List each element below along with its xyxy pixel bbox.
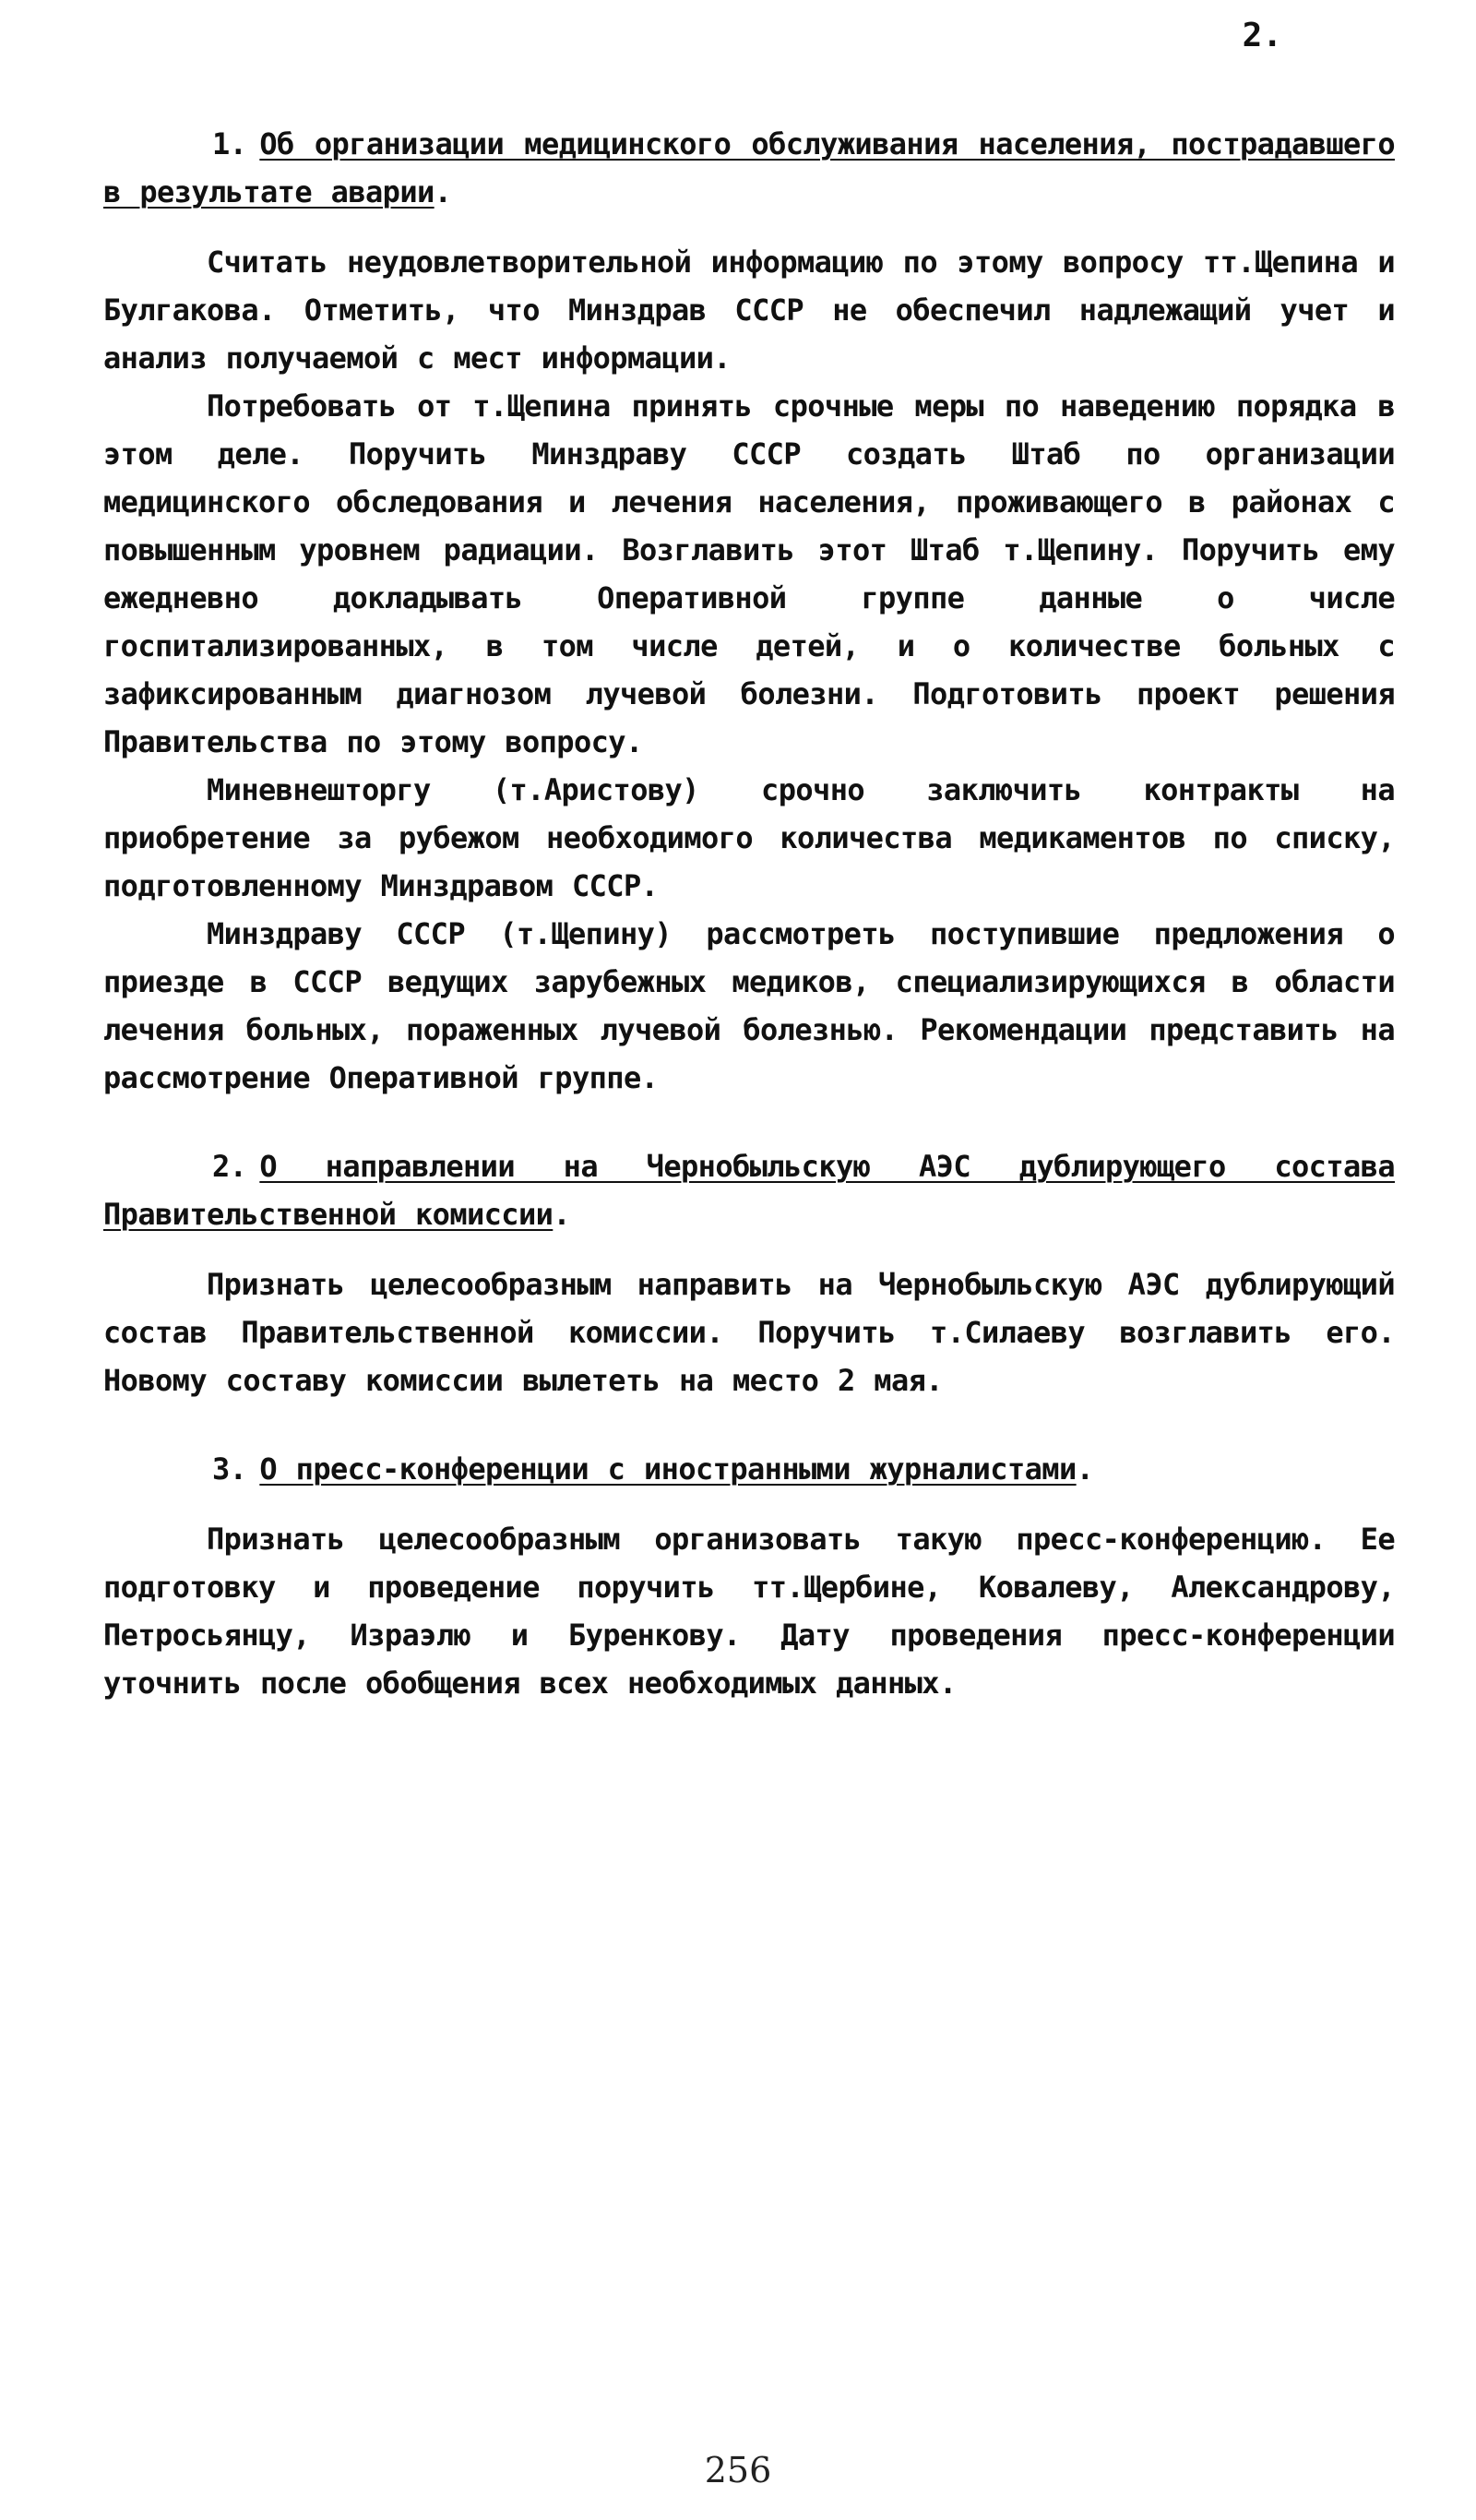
- page-number-top: 2.: [1242, 17, 1282, 54]
- section-3-title: О пресс-конференции с иностранными журналистами: [259, 1451, 1077, 1487]
- section-3-paragraph-1: Признать целесообразным организовать такую пресс-конференцию. Ее подготовку и проведение поручить тт.Щербине, Ковалеву, Александрову, Петросьянцу, Израэлю и Буренкову. Дату проведения пресс-конференции уточнить после обобщения всех необходимых данных.: [103, 1522, 1395, 1701]
- page-number-bottom: 256: [704, 2450, 772, 2490]
- section-3-number: 3.: [212, 1451, 247, 1487]
- section-1: [103, 120, 1395, 1102]
- section-2-title: О направлении на Чернобыльскую АЭС дублирующего состава Правительственной комиссии: [103, 1149, 1395, 1232]
- section-1-number: 1.: [212, 126, 247, 161]
- section-1-paragraph-3: Миневнешторгу (т.Аристову) срочно заключить контракты на приобретение за рубежом необходимого количества медикаментов по списку, подготовленному Минздравом СССР.: [103, 772, 1395, 903]
- section-1-heading: [103, 120, 1395, 216]
- section-2-number: 2.: [212, 1149, 247, 1184]
- section-1-title-punct: .: [434, 174, 452, 209]
- document-body: [103, 120, 1395, 1748]
- section-3-title-punct: .: [1076, 1451, 1094, 1487]
- section-3-heading: [103, 1445, 1395, 1493]
- section-2-title-punct: .: [553, 1197, 570, 1232]
- section-2-heading: [103, 1142, 1395, 1238]
- section-2: [103, 1142, 1395, 1404]
- section-2-paragraph-1: Признать целесообразным направить на Чернобыльскую АЭС дублирующий состав Правительственной комиссии. Поручить т.Силаеву возглавить его. Новому составу комиссии вылететь на место 2 мая.: [103, 1267, 1395, 1398]
- section-1-title: Об организации медицинского обслуживания населения, пострадавшего в результате аварии: [103, 126, 1395, 209]
- section-1-paragraph-4: Минздраву СССР (т.Щепину) рассмотреть поступившие предложения о приезде в СССР ведущих зарубежных медиков, специализирующихся в области лечения больных, пораженных лучевой болезнью. Рекомендации представить на рассмотрение Оперативной группе.: [103, 916, 1395, 1095]
- section-1-paragraph-1: Считать неудовлетворительной информацию по этому вопросу тт.Щепина и Булгакова. Отметить, что Минздрав СССР не обеспечил надлежащий учет и анализ получаемой с мест информации.: [103, 245, 1395, 376]
- section-3: [103, 1445, 1395, 1707]
- section-1-paragraph-2: Потребовать от т.Щепина принять срочные меры по наведению порядка в этом деле. Поручить Минздраву СССР создать Штаб по организации медицинского обследования и лечения населения, проживающего в районах с повышенным уровнем радиации. Возглавить этот Штаб т.Щепину. Поручить ему ежедневно докладывать Оперативной группе данные о числе госпитализированных, в том числе детей, и о количестве больных с зафиксированным диагнозом лучевой болезни. Подготовить проект решения Правительства по этому вопросу.: [103, 388, 1395, 759]
